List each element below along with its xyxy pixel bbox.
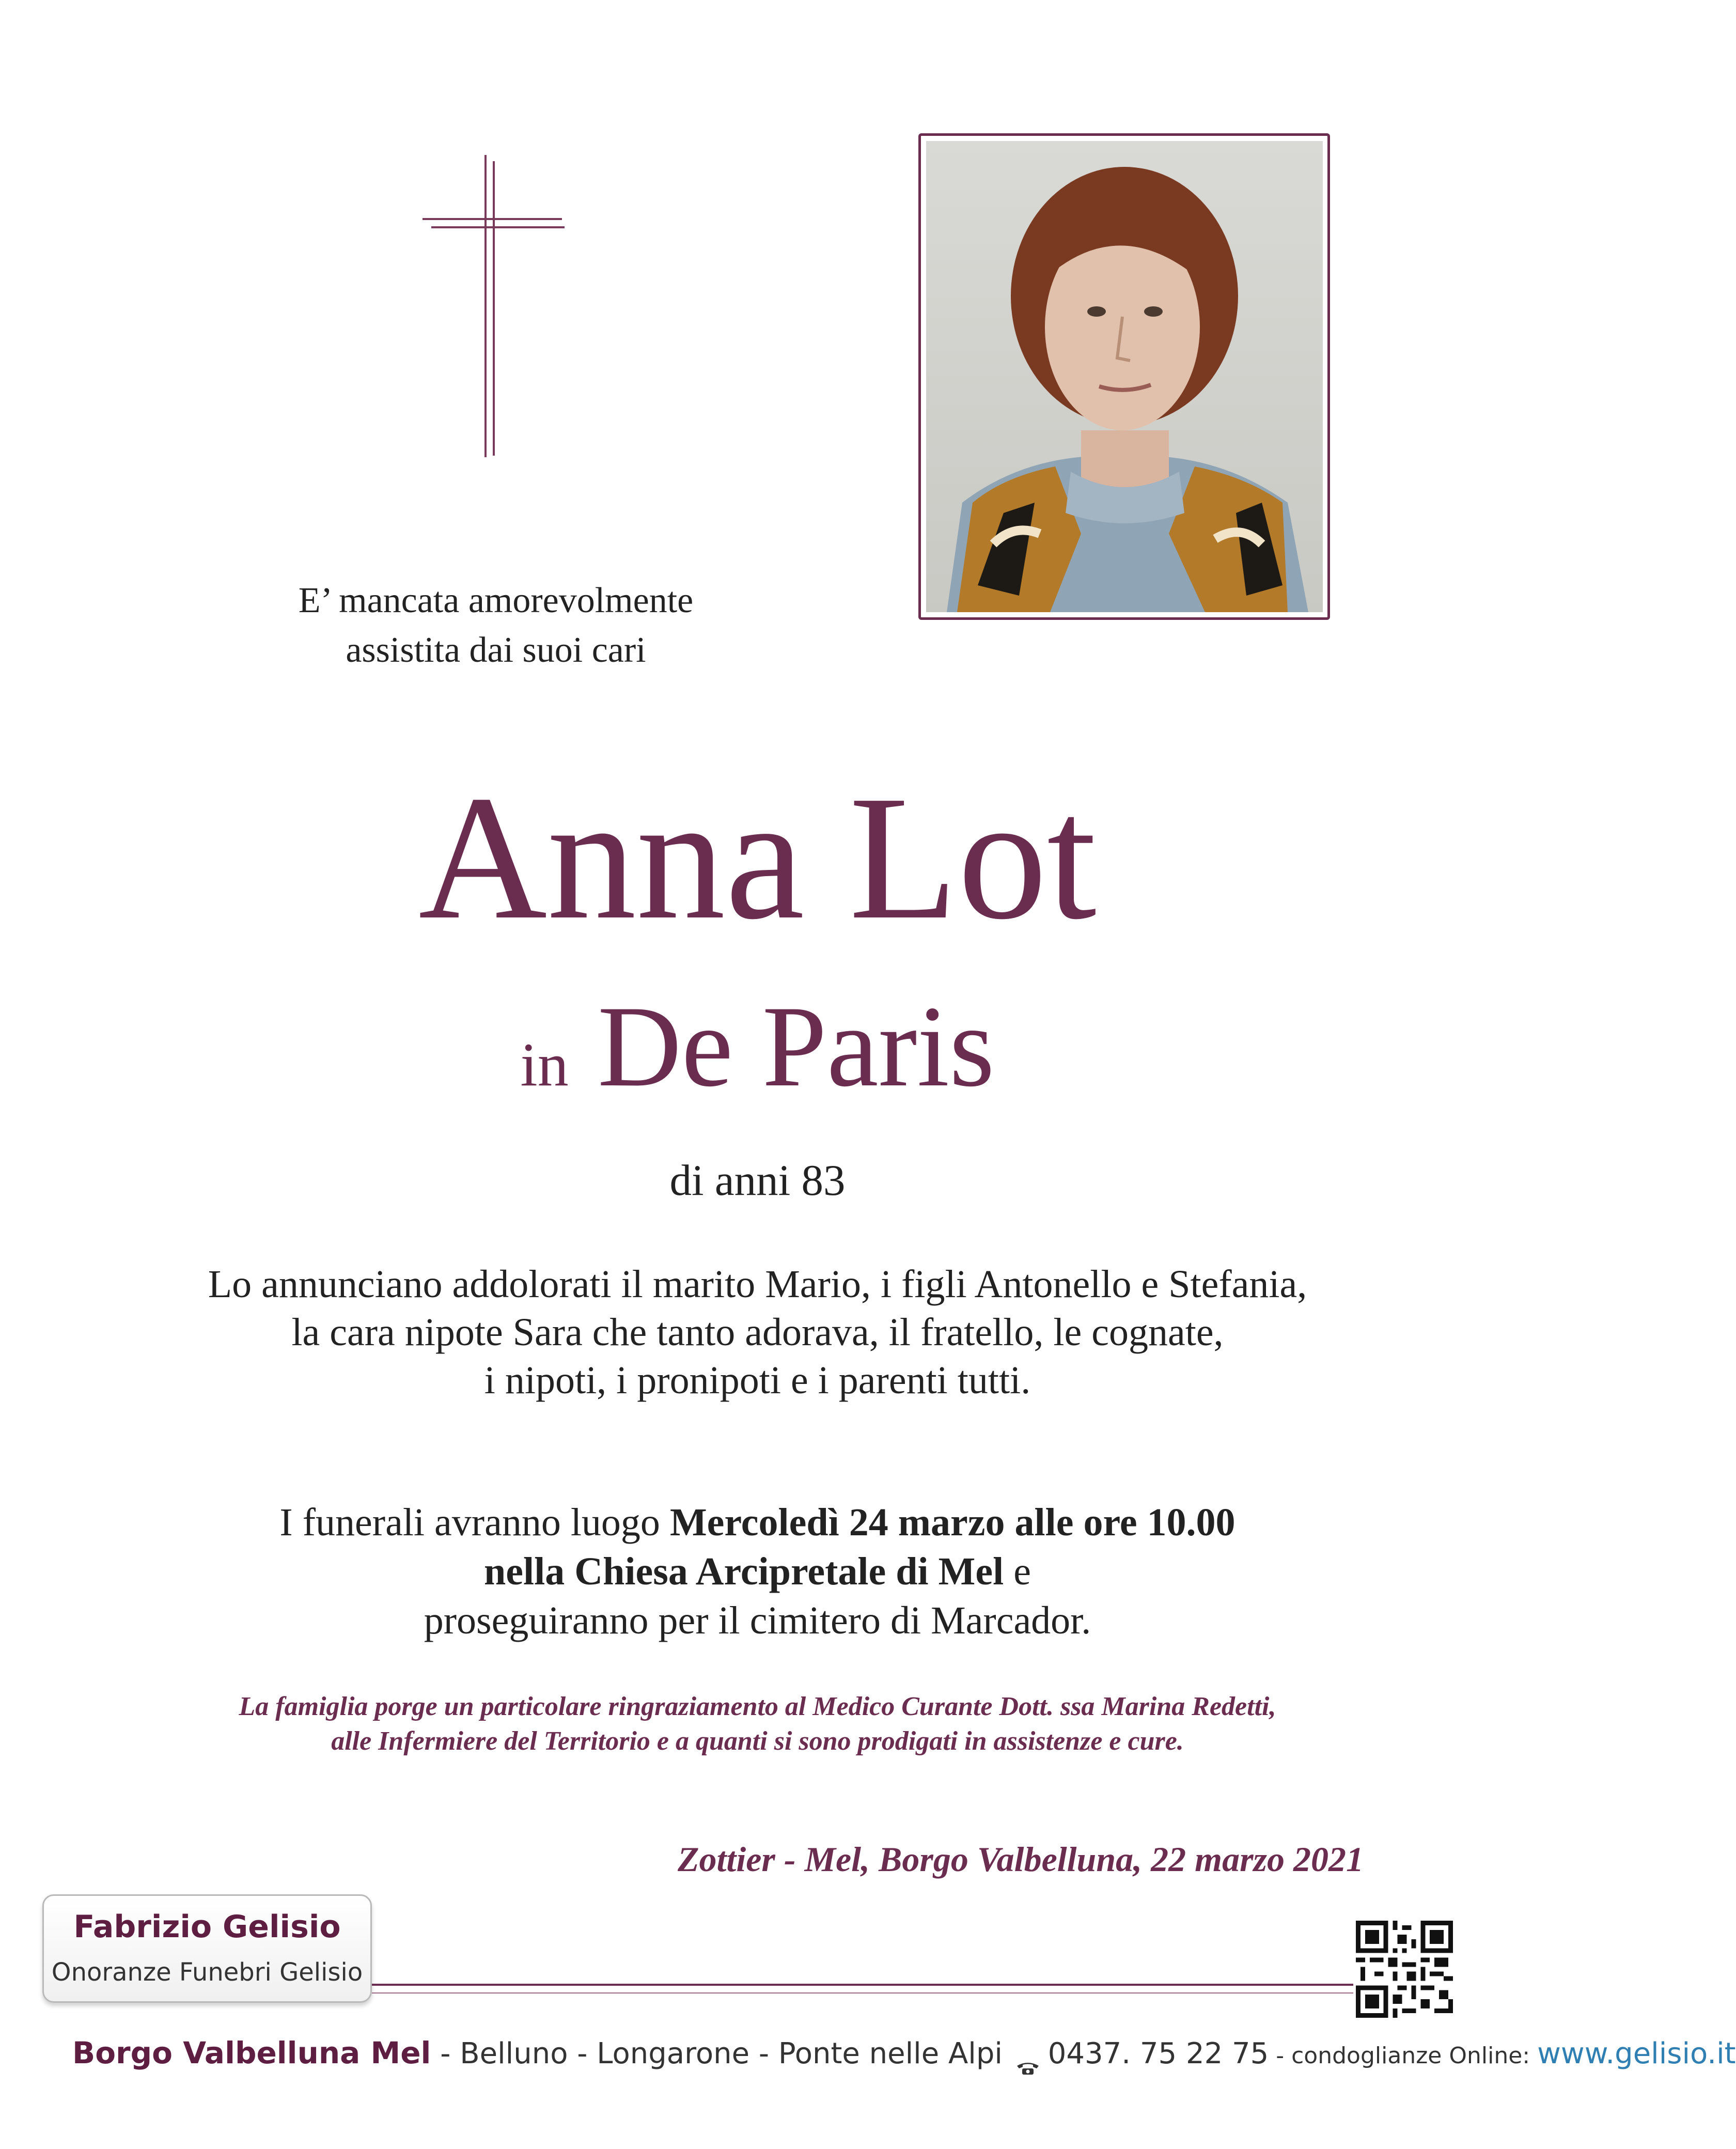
funeral-church: nella Chiesa Arcipretale di Mel [484, 1550, 1004, 1593]
married-name [0, 982, 1515, 1129]
footer [72, 2035, 1736, 2070]
funeral-details [103, 1498, 1412, 1645]
funeral-date-time: Mercoledì 24 marzo alle ore 10.00 [669, 1501, 1235, 1544]
announcement-line: Lo annunciano addolorati il marito Mario, i figli Antonello e Stefania, [208, 1263, 1307, 1306]
funeral-line-2 [103, 1547, 1412, 1596]
footer-locations: - Belluno - Longarone - Ponte nelle Alpi [431, 2037, 1003, 2070]
funeral-intro: I funerali avranno luogo [279, 1501, 670, 1544]
announcement-line: i nipoti, i pronipoti e i parenti tutti. [484, 1359, 1031, 1402]
age-text: di anni 83 [669, 1156, 846, 1205]
married-surname: De Paris [597, 982, 995, 1111]
footer-town: Borgo Valbelluna Mel [72, 2035, 431, 2070]
qr-code-icon [1356, 1921, 1453, 2018]
funeral-line-3: proseguiranno per il cimitero di Marcador. [424, 1599, 1091, 1642]
announcement-line: la cara nipote Sara che tanto adorava, il fratello, le cognate, [291, 1311, 1224, 1354]
thanks-line: La famiglia porge un particolare ringraziamento al Medico Curante Dott. ssa Marina Redetti, [239, 1692, 1276, 1721]
thanks-line: alle Infermiere del Territorio e a quanti si sono prodigati in assistenze e cure. [331, 1726, 1184, 1756]
announcement [103, 1260, 1412, 1405]
married-prefix: in [520, 1030, 569, 1099]
footer-phone: 0437. 75 22 75 [1047, 2037, 1269, 2070]
agency-subtitle: Onoranze Funebri Gelisio [51, 1958, 363, 1987]
portrait-photo [926, 141, 1323, 612]
intro-text [196, 576, 795, 675]
deceased-name: Anna Lot [418, 759, 1097, 956]
footer-website-link[interactable]: www.gelisio.it [1537, 2037, 1736, 2070]
phone-icon [1016, 2049, 1040, 2062]
funeral-conjunction: e [1004, 1550, 1031, 1593]
divider [372, 1984, 1353, 1986]
agency-name: Fabrizio Gelisio [73, 1909, 341, 1945]
intro-line-2: assistita dai suoi cari [346, 630, 646, 670]
intro-line-1: E’ mancata amorevolmente [298, 581, 694, 620]
place-date: Zottier - Mel, Borgo Valbelluna, 22 marzo 2021 [678, 1840, 1364, 1879]
funeral-line-1 [103, 1498, 1412, 1547]
footer-condolences: - condoglianze Online: [1269, 2043, 1538, 2069]
thanks-note [103, 1689, 1412, 1758]
divider [372, 1992, 1353, 1994]
